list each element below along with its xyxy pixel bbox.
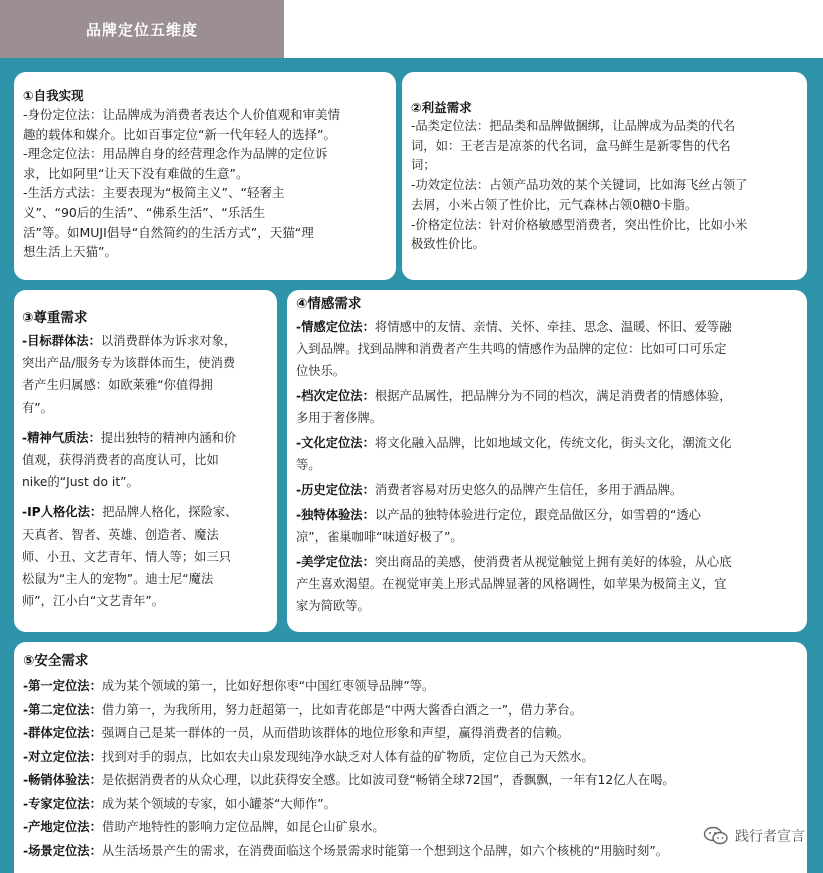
method-text: 强调自己是某一群体的一员，从而借助该群体的地位形象和声望，赢得消费者的信赖。 (101, 726, 570, 740)
method-label: -目标群体法： (22, 334, 101, 348)
card-line: 家为简欧等。 (296, 599, 370, 613)
method-label: -文化定位法： (296, 436, 375, 450)
card-line (23, 816, 801, 840)
watermark-text: 践行者宣言 (735, 829, 805, 845)
card-line: -生活方式法：主要表现为“极简主义”、“轻奢主 (23, 185, 285, 201)
method-label: -情感定位法： (296, 320, 375, 334)
card-line (23, 793, 801, 817)
card-line (296, 551, 801, 573)
method-text: 将情感中的友情、亲情、关怀、牵挂、思念、温暖、怀旧、爱等融 (374, 320, 732, 334)
method-label: -精神气质法： (22, 430, 101, 445)
card-line: 想生活上天猫”。 (23, 244, 117, 260)
card-line (296, 479, 801, 501)
card-title: ②利益需求 (411, 100, 472, 115)
card-line: -功效定位法：占领产品功效的某个关键词，比如海飞丝占领了 (411, 178, 748, 193)
card-line (296, 504, 801, 526)
card-line: 入到品牌。找到品牌和消费者产生共鸣的情感作为品牌的定位：比如可口可乐定 (296, 342, 727, 356)
card-line: 位快乐。 (296, 364, 346, 378)
method-label: -独特体验法： (296, 508, 375, 522)
method-label: -场景定位法： (23, 843, 102, 858)
method-text: 成为某个领域的第一，比如好想你枣“中国红枣领导品牌”等。 (101, 679, 435, 693)
card-line: 等。 (296, 458, 321, 472)
method-text: 找到对手的弱点，比如农夫山泉发现纯净水缺乏对人体有益的矿物质，定位自己为天然水。 (101, 749, 594, 764)
card-line (23, 746, 801, 770)
card-line: 求，比如阿里“让天下没有难做的生意”。 (23, 165, 249, 181)
card-line (23, 675, 801, 699)
card-line: 凉”，雀巢咖啡“味道好极了”。 (296, 530, 463, 544)
method-text: 把品牌人格化，探险家、 (102, 505, 238, 520)
card-line: 值观，获得消费者的高度认可，比如 (22, 453, 219, 468)
card-line: -理念定位法：用品牌自身的经营理念作为品牌的定位诉 (23, 146, 328, 162)
method-text: 根据产品属性，把品牌分为不同的档次，满足消费者的情感体验， (374, 389, 732, 403)
method-text: 借力第一，为我所用，努力赶超第一，比如青花郎是“中两大酱香白酒之一”，借力茅台。 (101, 702, 582, 717)
card-line: 产生喜欢渴望。在视觉审美上形式品牌显著的风格调性，如苹果为极简主义，宜 (296, 577, 727, 591)
method-label: -产地定位法： (23, 820, 102, 834)
card-line (22, 330, 271, 352)
method-label: -美学定位法： (296, 555, 375, 569)
method-text: 提出独特的精神内涵和价 (100, 430, 237, 445)
card-line (296, 432, 801, 454)
card-line (23, 840, 801, 864)
card-line: -品类定位法：把品类和品牌做捆绑，让品牌成为品类的代名 (411, 119, 736, 133)
card-emotion-needs (287, 290, 807, 632)
card-line: -价格定位法：针对价格敏感型消费者，突出性价比，比如小米 (411, 217, 748, 232)
method-text: 成为某个领域的专家，如小罐茶“大师作”。 (101, 796, 336, 811)
header-bar (0, 0, 823, 58)
method-label: -第二定位法： (23, 702, 102, 717)
card-line (23, 699, 801, 723)
method-text: 以消费群体为诉求对象， (100, 334, 237, 348)
card-title: ⑤安全需求 (23, 653, 89, 669)
card-title: ④情感需求 (296, 296, 362, 312)
card-line: 天真者、智者、英雄、创造者、魔法 (22, 527, 219, 542)
card-line: 去屑，小米占领了性价比，元气森林占领0糖0卡脂。 (411, 197, 698, 212)
method-text: 是依据消费者的从众心理，以此获得安全感。比如波司登“畅销全球72国”，香飘飘，一年有12亿人在喝。 (101, 773, 675, 787)
header-tab: 品牌定位五维度 (0, 0, 284, 58)
card-line: nike的“Just do it”。 (22, 475, 139, 490)
method-label: -畅销体验法： (23, 773, 102, 787)
method-label: -专家定位法： (23, 796, 102, 811)
card-line: 松鼠为“主人的宠物”。迪士尼“魔法 (22, 572, 214, 587)
card-line: 师”，江小白“文艺青年”。 (22, 594, 165, 609)
card-respect-needs (14, 290, 277, 632)
method-text: 从生活场景产生的需求，在消费面临这个场景需求时能第一个想到这个品牌，如六个核桃的“用脑时刻”。 (101, 843, 668, 858)
card-line: 义”、“90后的生活”、“佛系生活”、“乐活生 (23, 204, 266, 220)
watermark (703, 826, 805, 846)
card-line: 突出产品/服务专为该群体而生，使消费 (22, 356, 236, 371)
card-line (296, 316, 801, 338)
card-line (23, 769, 801, 793)
card-line: -身份定位法：让品牌成为消费者表达个人价值观和审美情 (23, 107, 341, 122)
card-line (23, 722, 801, 746)
card-line: 活”等。如MUJI倡导“自然简约的生活方式”，天猫“理 (23, 224, 314, 240)
card-line: 者产生归属感：如欧莱雅“你值得拥 (22, 378, 213, 393)
method-text: 消费者容易对历史悠久的品牌产生信任，多用于酒品牌。 (374, 483, 683, 497)
card-self-actualization (14, 72, 396, 280)
card-line: 极致性价比。 (411, 237, 485, 252)
card-line: 趣的载体和媒介。比如百事定位“新一代年轻人的选择”。 (23, 126, 336, 142)
card-line (22, 427, 271, 449)
method-text: 借助产地特性的影响力定位品牌，如昆仑山矿泉水。 (101, 820, 385, 834)
card-line: 有”。 (22, 400, 53, 415)
method-label: -IP人格化法： (22, 505, 103, 520)
method-label: -群体定位法： (23, 726, 102, 740)
card-line: 词，如：王老吉是凉茶的代名词，盒马鲜生是新零售的代名 (411, 138, 731, 153)
method-text: 突出商品的美感，使消费者从视觉触觉上拥有美好的体验，从心底 (374, 555, 732, 569)
method-label: -第一定位法： (23, 679, 102, 693)
card-safety-needs (14, 642, 807, 873)
method-text: 将文化融入品牌，比如地域文化，传统文化，街头文化，潮流文化 (374, 436, 732, 450)
card-benefit-needs (402, 72, 807, 280)
card-title: ③尊重需求 (22, 310, 88, 326)
card-line: 多用于奢侈牌。 (296, 411, 383, 425)
card-line (22, 501, 271, 523)
card-line: 词； (411, 158, 436, 173)
card-line: 师、小丑、文艺青年、情人等；如三只 (22, 549, 232, 564)
method-label: -对立定位法： (23, 749, 102, 764)
method-text: 以产品的独特体验进行定位，跟竞品做区分，如雪碧的“透心 (374, 508, 701, 522)
method-label: -历史定位法： (296, 483, 375, 497)
card-line (296, 385, 801, 407)
method-label: -档次定位法： (296, 389, 375, 403)
card-title: ①自我实现 (23, 88, 84, 103)
wechat-icon (703, 826, 729, 846)
